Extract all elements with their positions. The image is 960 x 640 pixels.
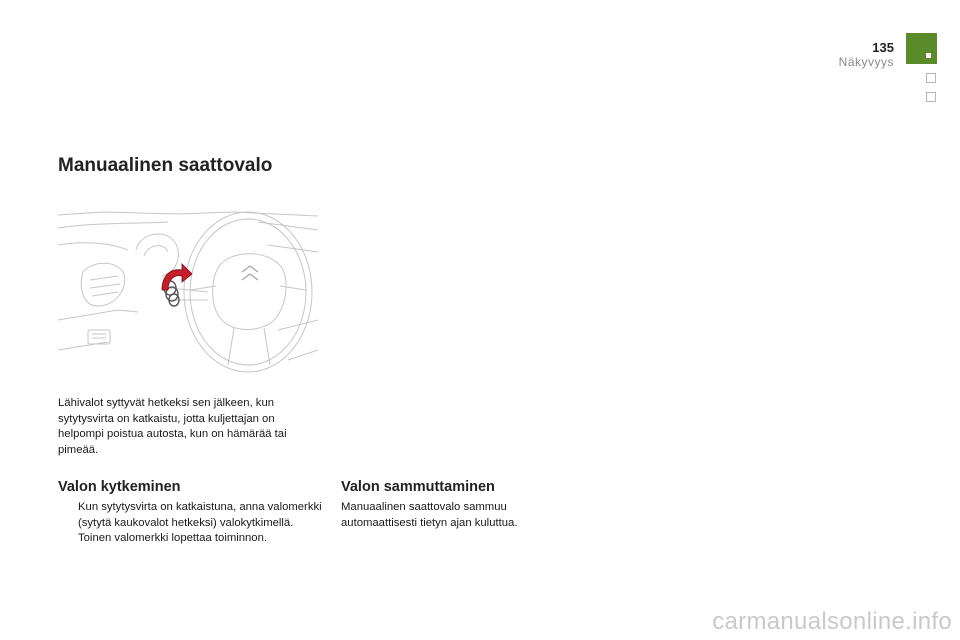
list-item (58, 500, 328, 531)
step-text: Toinen valomerkki lopettaa toiminnon. (78, 532, 268, 544)
switch-on-heading: Valon kytkeminen (58, 479, 181, 495)
chapter-tab[interactable] (926, 73, 936, 83)
switch-off-text: Manuaalinen saattovalo sammuu automaattisesti tietyn ajan kuluttua. (341, 501, 518, 529)
tab-marker-icon (926, 53, 931, 58)
section-name: Näkyvyys (838, 55, 894, 69)
watermark[interactable]: carmanualsonline.info (712, 608, 952, 635)
page-title: Manuaalinen saattovalo (58, 155, 273, 176)
arrow-icon (162, 264, 192, 290)
chapter-tab-active[interactable] (906, 33, 937, 64)
step-text: Kun sytytysvirta on katkaistuna, anna valomerkki (sytytä kaukovalot hetkeksi) valokytkimellä. (78, 501, 322, 529)
switch-off-heading: Valon sammuttaminen (341, 479, 495, 495)
list-item (58, 531, 328, 547)
steering-wheel-illustration (58, 210, 318, 385)
intro-text: Lähivalot syttyvät hetkeksi sen jälkeen, kun sytytysvirta on katkaistu, jotta kuljettajan on helpompi poistua autosta, kun on hämärää tai pimeää. (58, 397, 287, 456)
chapter-tab[interactable] (926, 92, 936, 102)
switch-on-steps (58, 500, 328, 547)
page-number: 135 (872, 40, 894, 55)
